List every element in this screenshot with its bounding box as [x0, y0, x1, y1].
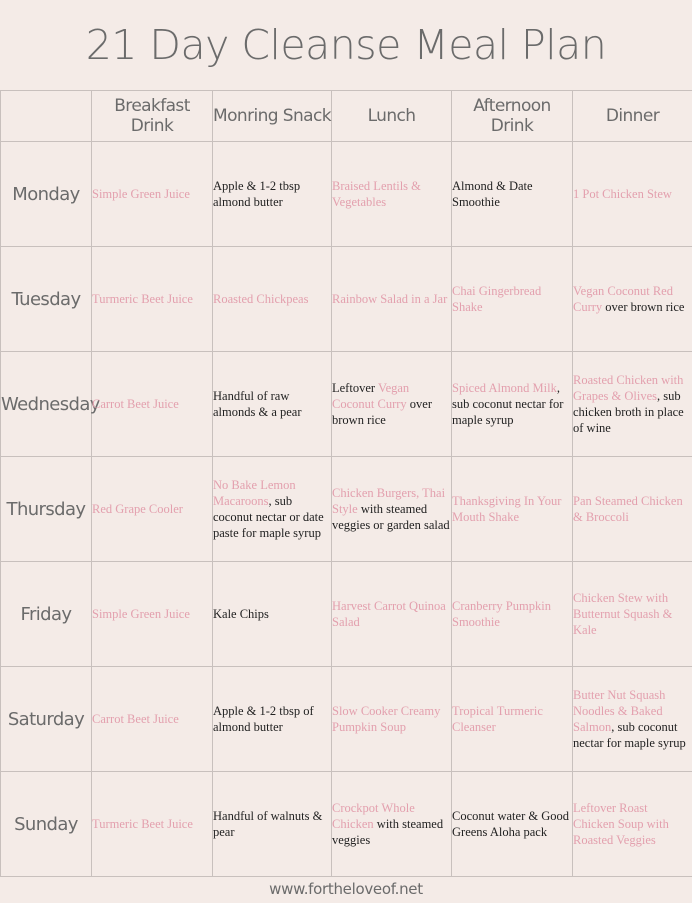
header-dinner: Dinner [573, 91, 692, 142]
table-row [1, 562, 692, 667]
meal-cell-dinner [573, 772, 692, 877]
header-afternoon-drink: Afternoon Drink [452, 91, 573, 142]
meal-cell-lunch [332, 247, 452, 352]
header-row [1, 91, 692, 142]
meal-text: , sub coconut nectar for maple syrup [573, 720, 686, 750]
meal-cell-afternoon-drink [452, 142, 573, 247]
meal-cell-afternoon-drink [452, 457, 573, 562]
meal-text: Almond & Date Smoothie [452, 179, 533, 209]
meal-text: , sub coconut nectar for maple syrup [452, 381, 564, 427]
header-morning-snack: Monring Snack [213, 91, 332, 142]
recipe-link[interactable]: Pan Steamed Chicken & Broccoli [573, 494, 683, 524]
recipe-link[interactable]: Cranberry Pumpkin Smoothie [452, 599, 551, 629]
meal-text: , sub coconut nectar or date paste for maple syrup [213, 494, 324, 540]
meal-cell-lunch [332, 667, 452, 772]
recipe-link[interactable]: Chicken Burgers, Thai Style [332, 486, 446, 516]
meal-cell-dinner [573, 142, 692, 247]
meal-cell-dinner [573, 247, 692, 352]
meal-cell-morning-snack [213, 352, 332, 457]
page-title: 21 Day Cleanse Meal Plan [85, 21, 607, 69]
day-label: Wednesday [1, 352, 92, 457]
recipe-link[interactable]: Roasted Chicken with Grapes & Olives [573, 373, 684, 403]
table-row [1, 247, 692, 352]
meal-cell-breakfast-drink [92, 562, 213, 667]
recipe-link[interactable]: Slow Cooker Creamy Pumpkin Soup [332, 704, 441, 734]
table-row [1, 352, 692, 457]
meal-cell-breakfast-drink [92, 352, 213, 457]
meal-cell-afternoon-drink [452, 352, 573, 457]
recipe-link[interactable]: Simple Green Juice [92, 187, 190, 201]
meal-cell-afternoon-drink [452, 772, 573, 877]
table-row [1, 142, 692, 247]
meal-text: Handful of walnuts & pear [213, 809, 323, 839]
meal-text: Apple & 1-2 tbsp almond butter [213, 179, 301, 209]
recipe-link[interactable]: Rainbow Salad in a Jar [332, 292, 448, 306]
meal-cell-lunch [332, 772, 452, 877]
recipe-link[interactable]: Red Grape Cooler [92, 502, 183, 516]
recipe-link[interactable]: Harvest Carrot Quinoa Salad [332, 599, 446, 629]
meal-cell-lunch [332, 562, 452, 667]
meal-text: with steamed veggies [332, 817, 444, 847]
meal-text: , sub chicken broth in place of wine [573, 389, 684, 435]
meal-cell-dinner [573, 352, 692, 457]
day-label: Friday [1, 562, 92, 667]
recipe-link[interactable]: Thanksgiving In Your Mouth Shake [452, 494, 562, 524]
day-label: Tuesday [1, 247, 92, 352]
day-label: Thursday [1, 457, 92, 562]
meal-cell-morning-snack [213, 772, 332, 877]
meal-cell-morning-snack [213, 562, 332, 667]
meal-plan-table [0, 90, 692, 877]
meal-cell-afternoon-drink [452, 247, 573, 352]
meal-cell-dinner [573, 667, 692, 772]
recipe-link[interactable]: Simple Green Juice [92, 607, 190, 621]
recipe-link[interactable]: Vegan Coconut Curry [332, 381, 410, 411]
meal-text: over brown rice [332, 397, 432, 427]
recipe-link[interactable]: No Bake Lemon Macaroons [213, 478, 296, 508]
recipe-link[interactable]: Leftover Roast Chicken Soup with Roasted Veggies [573, 801, 669, 847]
meal-cell-morning-snack [213, 667, 332, 772]
meal-cell-lunch [332, 457, 452, 562]
recipe-link[interactable]: Tropical Turmeric Cleanser [452, 704, 543, 734]
day-label: Monday [1, 142, 92, 247]
meal-cell-breakfast-drink [92, 457, 213, 562]
recipe-link[interactable]: Crockpot Whole Chicken [332, 801, 415, 831]
recipe-link[interactable]: Vegan Coconut Red Curry [573, 284, 673, 314]
meal-cell-afternoon-drink [452, 562, 573, 667]
recipe-link[interactable]: Roasted Chickpeas [213, 292, 309, 306]
meal-cell-breakfast-drink [92, 247, 213, 352]
recipe-link[interactable]: Turmeric Beet Juice [92, 292, 193, 306]
day-label: Sunday [1, 772, 92, 877]
meal-cell-lunch [332, 142, 452, 247]
meal-text: with steamed veggies or garden salad [332, 502, 450, 532]
meal-cell-lunch [332, 352, 452, 457]
meal-cell-morning-snack [213, 457, 332, 562]
meal-cell-morning-snack [213, 142, 332, 247]
header-day-corner [1, 91, 92, 142]
meal-text: Handful of raw almonds & a pear [213, 389, 302, 419]
recipe-link[interactable]: Chai Gingerbread Shake [452, 284, 542, 314]
recipe-link[interactable]: Butter Nut Squash Noodles & Baked Salmon [573, 688, 666, 734]
day-label: Saturday [1, 667, 92, 772]
header-breakfast-drink: Breakfast Drink [92, 91, 213, 142]
meal-cell-breakfast-drink [92, 772, 213, 877]
meal-text: Coconut water & Good Greens Aloha pack [452, 809, 569, 839]
table-row [1, 772, 692, 877]
recipe-link[interactable]: Carrot Beet Juice [92, 712, 179, 726]
meal-cell-dinner [573, 562, 692, 667]
meal-cell-breakfast-drink [92, 142, 213, 247]
recipe-link[interactable]: 1 Pot Chicken Stew [573, 187, 672, 201]
recipe-link[interactable]: Chicken Stew with Butternut Squash & Kale [573, 591, 673, 637]
meal-text: over brown rice [602, 300, 685, 314]
table-row [1, 667, 692, 772]
recipe-link[interactable]: Turmeric Beet Juice [92, 817, 193, 831]
meal-plan-body [1, 142, 692, 877]
recipe-link[interactable]: Braised Lentils & Vegetables [332, 179, 421, 209]
meal-cell-breakfast-drink [92, 667, 213, 772]
table-row [1, 457, 692, 562]
meal-cell-dinner [573, 457, 692, 562]
meal-cell-afternoon-drink [452, 667, 573, 772]
meal-text: Apple & 1-2 tbsp of almond butter [213, 704, 314, 734]
header-lunch: Lunch [332, 91, 452, 142]
meal-text: Kale Chips [213, 607, 269, 621]
recipe-link[interactable]: Carrot Beet Juice [92, 397, 179, 411]
footer-url[interactable]: www.fortheloveof.net [269, 880, 423, 898]
recipe-link[interactable]: Spiced Almond Milk [452, 381, 557, 395]
meal-cell-morning-snack [213, 247, 332, 352]
meal-text: Leftover [332, 381, 378, 395]
